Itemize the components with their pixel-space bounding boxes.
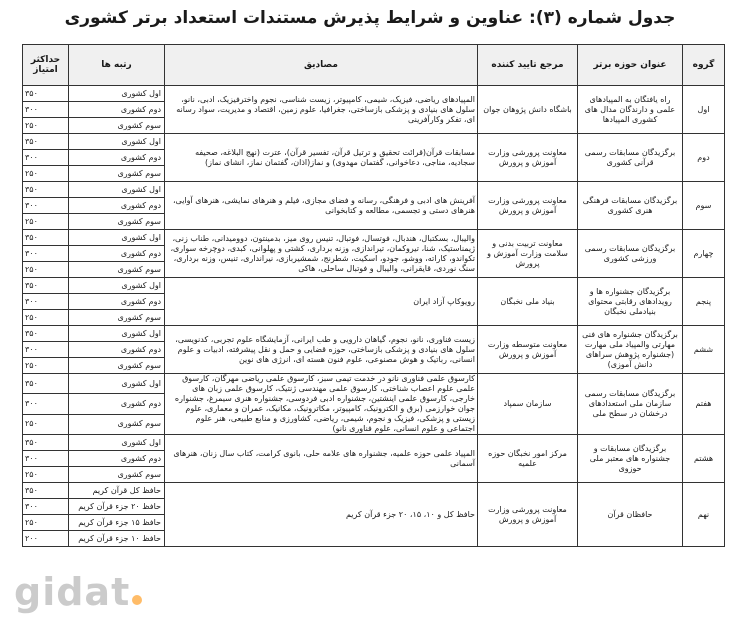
field-cell: برگزیدگان مسابقات رسمی سازمان ملی استعدادهای درخشان در سطح ملی: [578, 374, 683, 435]
field-cell: برگزیدگان مسابقات رسمی ورزشی کشوری: [578, 230, 683, 278]
field-cell: برگزیدگان مسابقات رسمی قرآنی کشوری: [578, 134, 683, 182]
header-examples: مصادیق: [165, 45, 478, 86]
rank-cell: دوم کشوری: [69, 150, 165, 166]
table-row: [23, 483, 725, 499]
points-cell: ۳۰۰: [23, 294, 69, 310]
examples-cell: رویوکاپ آزاد ایران: [165, 278, 478, 326]
rank-cell: سوم کشوری: [69, 467, 165, 483]
rank-cell: دوم کشوری: [69, 451, 165, 467]
points-cell: ۳۵۰: [23, 435, 69, 451]
points-cell: ۳۵۰: [23, 483, 69, 499]
header-group: گروه: [683, 45, 725, 86]
table-row: [23, 374, 725, 394]
table-row: [23, 230, 725, 246]
rank-cell: اول کشوری: [69, 134, 165, 150]
rank-cell: سوم کشوری: [69, 118, 165, 134]
examples-cell: کارسوق علمی فناوری نانو در خدمت تیمی سبز، کارسوق علمی ریاضی مهرگان، کارسوق علمی علوم اعصاب شناختی، کارسوق علمی مهندسی ژنتیک، کارسوق علمی زبان های خارجی، کارسوق علمی اینشتین، جشنواره ادبی فردوسی، جشنواره هنری سیمرغ، جشنواره جوان خوارزمی (برق و الکترونیک، کامپیوتر، مکاترونیک، مکانیک، عمران و معماری، علوم زیستی و پزشکی، فیزیک و نجوم، شیمی، ریاضی، کشاورزی و منابع طبیعی، هنر علوم اجتماعی و علوم انسانی، علوم فناوری نانو): [165, 374, 478, 435]
points-cell: ۳۰۰: [23, 394, 69, 414]
points-cell: ۳۰۰: [23, 499, 69, 515]
rank-cell: حافظ کل قرآن کریم: [69, 483, 165, 499]
points-cell: ۳۵۰: [23, 374, 69, 394]
table-row: [23, 278, 725, 294]
rank-cell: دوم کشوری: [69, 394, 165, 414]
header-field: عنوان حوزه برتر: [578, 45, 683, 86]
points-cell: ۳۰۰: [23, 198, 69, 214]
rank-cell: اول کشوری: [69, 326, 165, 342]
points-cell: ۲۵۰: [23, 118, 69, 134]
table-row: [23, 435, 725, 451]
group-cell: هفتم: [683, 374, 725, 435]
ref-cell: معاونت پرورشی وزارت آموزش و پرورش: [478, 182, 578, 230]
ref-cell: معاونت تربیت بدنی و سلامت وزارت آموزش و پرورش: [478, 230, 578, 278]
points-cell: ۳۰۰: [23, 342, 69, 358]
points-cell: ۳۰۰: [23, 102, 69, 118]
examples-cell: المپیاد علمی حوزه علمیه، جشنواره های علامه حلی، بانوی کرامت، کتاب سال زنان، هنرهای آسمانی: [165, 435, 478, 483]
rank-cell: اول کشوری: [69, 435, 165, 451]
points-cell: ۲۵۰: [23, 414, 69, 434]
ref-cell: معاونت پرورشی وزارت آموزش و پرورش: [478, 134, 578, 182]
points-cell: ۳۵۰: [23, 86, 69, 102]
rank-cell: اول کشوری: [69, 86, 165, 102]
rank-cell: اول کشوری: [69, 182, 165, 198]
table-row: [23, 86, 725, 102]
points-cell: ۳۵۰: [23, 278, 69, 294]
group-cell: نهم: [683, 483, 725, 547]
header-points: حداکثر امتیاز: [23, 45, 69, 86]
points-cell: ۳۵۰: [23, 182, 69, 198]
rank-cell: سوم کشوری: [69, 310, 165, 326]
group-cell: پنجم: [683, 278, 725, 326]
group-cell: چهارم: [683, 230, 725, 278]
examples-cell: المپیادهای ریاضی، فیزیک، شیمی، کامپیوتر، زیست شناسی، نجوم واخترفیزیک، ادبی، نانو، سلول های بنیادی و پزشکی بازساختی، جغرافیا، علوم زمین، اقتصاد و مدیریت، سواد رسانه ای، تفکر وکارآفرینی: [165, 86, 478, 134]
rank-cell: دوم کشوری: [69, 246, 165, 262]
group-cell: هشتم: [683, 435, 725, 483]
points-cell: ۳۵۰: [23, 134, 69, 150]
rank-cell: سوم کشوری: [69, 166, 165, 182]
points-cell: ۲۵۰: [23, 262, 69, 278]
points-cell: ۳۰۰: [23, 451, 69, 467]
examples-cell: آفرینش های ادبی و فرهنگی، رسانه و فضای مجازی، فیلم و هنرهای نمایشی، هنرهای آوایی، هنرهای دستی و تجسمی، مطالعه و کتابخوانی: [165, 182, 478, 230]
watermark-logo: [14, 570, 142, 614]
points-cell: ۲۵۰: [23, 310, 69, 326]
rank-cell: حافظ ۱۰ جزء قرآن کریم: [69, 531, 165, 547]
ref-cell: معاونت متوسطه وزارت آموزش و پرورش: [478, 326, 578, 374]
examples-cell: مسابقات قرآن(قرائت تحقیق و ترتیل قرآن، تفسیر قرآن)، عترت (نهج البلاغه، صحیفه سجادیه، مناجی، دعاخوانی، گفتمان مهدوی) و نماز(اذان، گفتمان نماز، انشای نماز): [165, 134, 478, 182]
group-cell: دوم: [683, 134, 725, 182]
field-cell: راه یافتگان به المپیادهای علمی و دارندگان مدال های کشوری المپیادها: [578, 86, 683, 134]
points-cell: ۲۵۰: [23, 166, 69, 182]
group-cell: سوم: [683, 182, 725, 230]
table-row: [23, 182, 725, 198]
ref-cell: سازمان سمپاد: [478, 374, 578, 435]
examples-cell: زیست فناوری، نانو، نجوم، گیاهان دارویی و طب ایرانی، آزمایشگاه علوم تجربی، کدنویسی، سلول های بنیادی و پزشکی بازساختی، حوزه قضایی و حمل و نقل پیشرفته، ادبیات و علوم انسانی، رباتیک و هوش مصنوعی، علوم فنون هسته ای، انرژی های نوین: [165, 326, 478, 374]
points-cell: ۳۵۰: [23, 230, 69, 246]
rank-cell: سوم کشوری: [69, 262, 165, 278]
field-cell: برگزیدگان جشنواره های فنی مهارتی والمپیاد ملی مهارت (جشنواره پژوهش سراهای دانش آموزی): [578, 326, 683, 374]
rank-cell: اول کشوری: [69, 374, 165, 394]
group-cell: ششم: [683, 326, 725, 374]
rank-cell: سوم کشوری: [69, 214, 165, 230]
examples-cell: حافظ کل و ۱۰، ۱۵، ۲۰ جزء قرآن کریم: [165, 483, 478, 547]
field-cell: حافظان قرآن: [578, 483, 683, 547]
rank-cell: دوم کشوری: [69, 198, 165, 214]
points-cell: ۲۵۰: [23, 214, 69, 230]
rank-cell: دوم کشوری: [69, 294, 165, 310]
table-body: [23, 86, 725, 547]
header-ranks: رتبه ها: [69, 45, 165, 86]
rank-cell: اول کشوری: [69, 230, 165, 246]
points-cell: ۲۰۰: [23, 531, 69, 547]
rank-cell: اول کشوری: [69, 278, 165, 294]
points-cell: ۲۵۰: [23, 358, 69, 374]
group-cell: اول: [683, 86, 725, 134]
rank-cell: حافظ ۲۰ جزء قرآن کریم: [69, 499, 165, 515]
rank-cell: دوم کشوری: [69, 342, 165, 358]
table-row: [23, 134, 725, 150]
ref-cell: بنیاد ملی نخبگان: [478, 278, 578, 326]
header-ref: مرجع تایید کننده: [478, 45, 578, 86]
points-cell: ۲۵۰: [23, 515, 69, 531]
ref-cell: مرکز امور نخبگان حوزه علمیه: [478, 435, 578, 483]
table-row: [23, 326, 725, 342]
ref-cell: باشگاه دانش پژوهان جوان: [478, 86, 578, 134]
watermark-text: gidat: [14, 570, 131, 614]
examples-cell: والیبال، بسکتبال، هندبال، فوتسال، فوتبال، تنیس روی میز، بدمینتون، دوومیدانی، طناب زنی، ژیمناستیک، شنا، تیروکمان، تیراندازی، وزنه برداری، کشتی و پهلوانی، کبدی، دوچرخه سواری، تکواندو، کاراته، ووشو، جودو، اسکیت، شطرنج، شمشیربازی، نیرانداری، تنیس، وزنه برداری، سنگ نوردی، قایقرانی، والیبال و فوتبال ساحلی، هاکی: [165, 230, 478, 278]
rank-cell: سوم کشوری: [69, 414, 165, 434]
page-title: جدول شماره (۳): عناوین و شرایط پذیرش مستندات استعداد برتر کشوری: [64, 8, 676, 28]
ref-cell: معاونت پرورشی وزارت آموزش و پرورش: [478, 483, 578, 547]
rank-cell: سوم کشوری: [69, 358, 165, 374]
admission-conditions-table: [22, 44, 725, 547]
points-cell: ۲۵۰: [23, 467, 69, 483]
field-cell: برگزیدگان جشنواره ها و رویدادهای رقابتی محتوای بنیادملی نخبگان: [578, 278, 683, 326]
points-cell: ۳۰۰: [23, 150, 69, 166]
table-header-row: [23, 45, 725, 86]
points-cell: ۳۰۰: [23, 246, 69, 262]
watermark-dot-icon: [132, 595, 142, 605]
rank-cell: دوم کشوری: [69, 102, 165, 118]
rank-cell: حافظ ۱۵ جزء قرآن کریم: [69, 515, 165, 531]
field-cell: برگزیدگان مسابقات و جشنواره های معتبر ملی حوزوی: [578, 435, 683, 483]
points-cell: ۳۵۰: [23, 326, 69, 342]
field-cell: برگزیدگان مسابقات فرهنگی هنری کشوری: [578, 182, 683, 230]
